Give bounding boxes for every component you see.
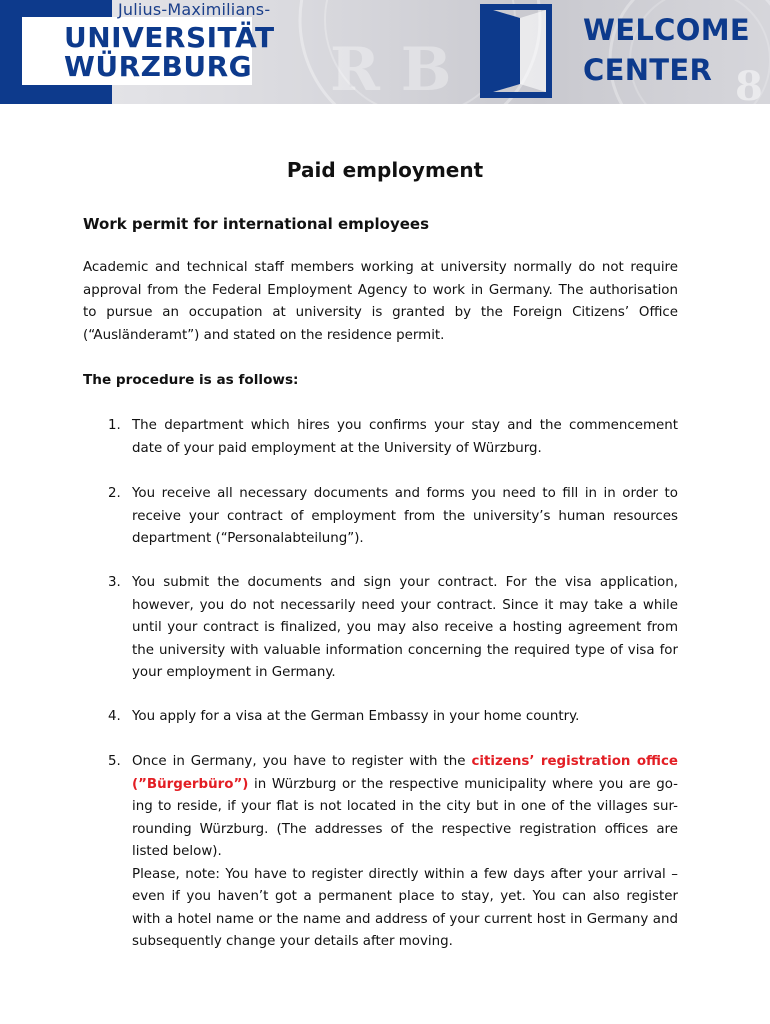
procedure-heading: The procedure is as follows: — [83, 372, 299, 388]
welcome-center-line2: CENTER — [583, 53, 713, 87]
list-item-text-after: in Würzburg or the respective municipality where you are go-ing to reside, if your flat is not located in the city but in one of the villages sur-rounding Würzburg. (The addresses of the respective registration offices are listed below). — [132, 776, 678, 859]
list-item-text-before: Once in Germany, you have to register with the — [132, 754, 466, 769]
list-item — [108, 415, 678, 460]
list-item — [108, 483, 678, 551]
svg-text:R B: R B — [330, 35, 452, 104]
section-heading: Work permit for international employees — [83, 215, 430, 233]
intro-paragraph: Academic and technical staff members working at university normally do not require approval from the Federal Employment Agency to work in Germany. The authorisation to pursue an occupation at university is granted by the Foreign Citizens’ Office (“Ausländeramt”) and stated on the residence permit. — [83, 260, 678, 343]
list-item-number: 2. — [108, 486, 121, 501]
list-item — [108, 751, 678, 954]
list-item-text: You receive all necessary documents and forms you need to fill in in order to receive your contract of employment from the university’s human resources department (“Personalabteilung”). — [132, 486, 678, 546]
university-name-line2: WÜRZBURG — [64, 50, 253, 83]
registration-note: Please, note: You have to register directly within a few days after your arrival – even if you haven’t got a permanent place to stay, yet. You can also register with a hotel name or the name and address of your current host in Germany and subsequently change your details after moving. — [132, 866, 678, 949]
page-title: Paid employment — [286, 158, 484, 182]
header-banner — [0, 0, 770, 104]
list-item-number: 5. — [108, 754, 121, 769]
university-name-line1: UNIVERSITÄT — [64, 21, 275, 54]
svg-text:8: 8 — [735, 63, 763, 104]
list-item-text: The department which hires you confirms your stay and the commencement date of your paid employment at the University of Würzburg. — [132, 418, 678, 456]
list-item-number: 4. — [108, 709, 121, 724]
citizens-registration-office-link[interactable]: citizens’ registration office (”Bürgerbüro”) — [132, 754, 678, 792]
list-item-text: You submit the documents and sign your contract. For the visa application, however, you do not necessarily need your contract. Since it may take a while until your contract is finalized, you may also receive a hosting agreement from the university with valuable information concerning the required type of visa for your employment in Germany. — [132, 575, 678, 680]
list-item — [108, 572, 678, 685]
list-item-number: 1. — [108, 418, 121, 433]
list-item-text: You apply for a visa at the German Embassy in your home country. — [132, 709, 580, 724]
open-door-icon — [480, 4, 552, 98]
list-item-number: 3. — [108, 575, 121, 590]
list-item — [108, 706, 678, 729]
welcome-center-line1: WELCOME — [583, 13, 750, 47]
university-prefix: Julius-Maximilians- — [118, 0, 271, 19]
